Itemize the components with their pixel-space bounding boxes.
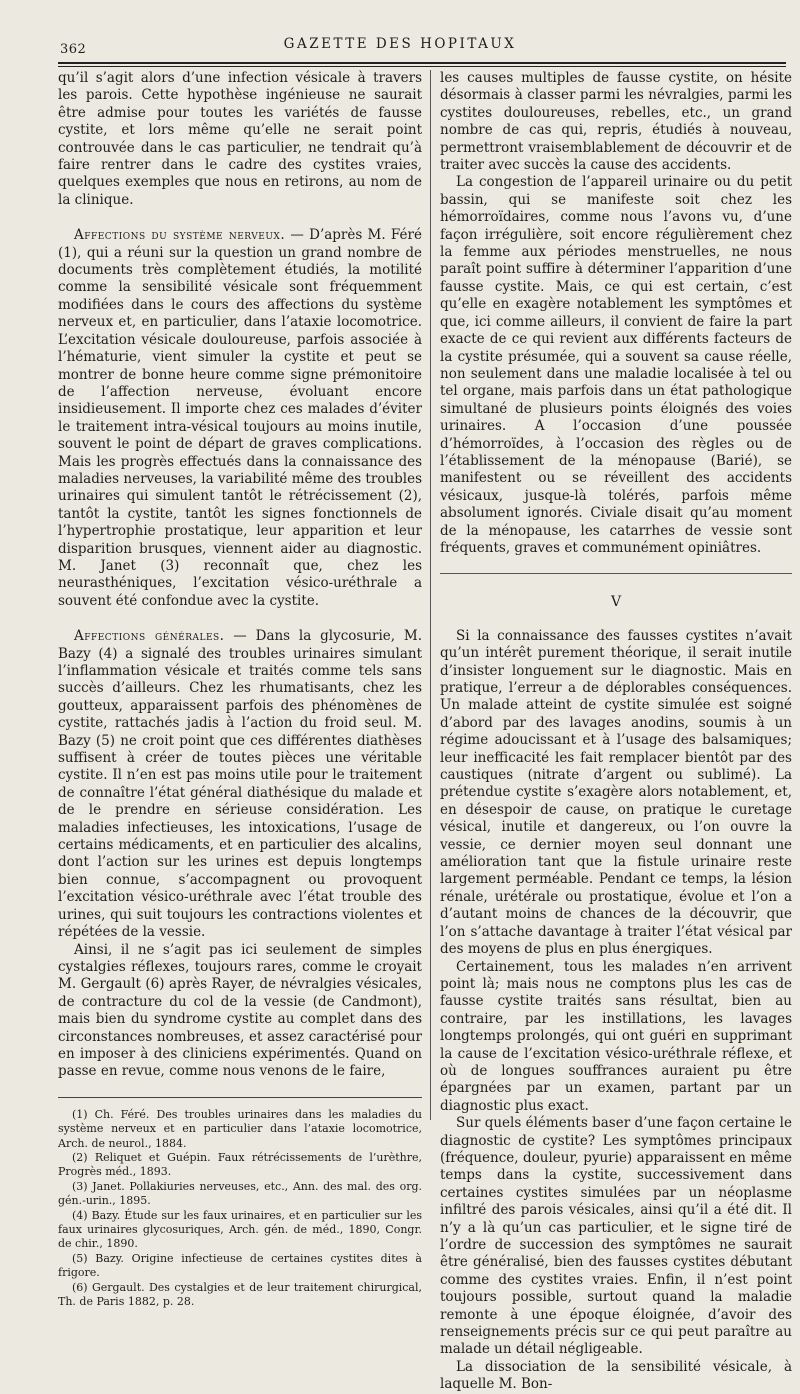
paragraph-text: — Dans la glycosurie, M. Bazy (4) a signalé des troubles urinaires simulant l’inflammation vésicale et traités comme tels sans succès d’ailleurs. Chez les rhumatisants, chez les goutteux, apparaissent parfois des phénomènes de cystite, rattachés jadis à l’action du froid seul. M. Bazy (5) ne croit point que ces différentes diathèses suffisent à créer de toutes pièces une véritable cystite. Il n’en est pas moins utile pour le traitement de connaître l’état général diathésique du malade et de le prendre en sérieuse considération. Les maladies infectieuses, les intoxications, l’usage de certains médicaments, et en particulier des alcalins, dont l’action sur les urines est depuis longtemps bien connue, s’accompagnent ou provoquent l’excitation vésico-uréthrale avec l’état trouble des urines, qui suit toujours les contractions violentes et répétées de la vessie.: [58, 628, 422, 941]
footnote-5: (5) Bazy. Origine infectieuse de certaines cystites dites à frigore.: [58, 1251, 422, 1280]
column-separator: [430, 70, 431, 1120]
right-paragraph-4: Certainement, tous les malades n’en arrivent point là; mais nous ne comptons plus les cas de fausse cystite traités sans résultat, bien au contraire, par les instillations, les lavages longtemps prolongés, qui ont guéri en supprimant la cause de l’excitation vésico-uréthrale réflexe, et où de longues souffrances auraient pu être épargnées par un examen, partant par un diagnostic plus exact.: [440, 958, 792, 1114]
running-header: GAZETTE DES HOPITAUX: [283, 36, 517, 52]
section-rule: [440, 573, 792, 574]
section-number: V: [610, 594, 622, 611]
right-paragraph-6: La dissociation de la sensibilité vésicale, à laquelle M. Bon-: [440, 1358, 792, 1393]
right-column: [440, 70, 792, 1394]
footnote-4: (4) Bazy. Étude sur les faux urinaires, et en particulier sur les faux urinaires glycosuriques, Arch. gén. de méd., 1890, Congr. de chir., 1890.: [58, 1208, 422, 1251]
section-heading: Affections du système nerveux.: [74, 227, 286, 244]
footnote-rule: [58, 1097, 422, 1098]
section-heading: Affections générales.: [74, 628, 225, 645]
footnote-2: (2) Reliquet et Guépin. Faux rétrécissements de l’urèthre, Progrès méd., 1893.: [58, 1150, 422, 1179]
page-number: 362: [60, 42, 87, 57]
paragraph-text: — D’après M. Féré (1), qui a réuni sur la question un grand nombre de documents très complètement étudiés, la motilité comme la sensibilité vésicale sont fréquemment modifiées dans le cours des affections du système nerveux et, en particulier, dans l’ataxie locomotrice. L’excitation vésicale douloureuse, parfois associée à l’hématurie, vient simuler la cystite et peut se montrer de bonne heure comme signe prémonitoire de l’affection nerveuse, évoluant encore insidieusement. Il importe chez ces malades d’éviter le traitement intra-vésical toujours au moins inutile, souvent le point de départ de graves complications. Mais les progrès effectués dans la connaissance des maladies nerveuses, la variabilité même des troubles urinaires qui simulent tantôt le rétrécissement (2), tantôt la cystite, tantôt les signes fonctionnels de l’hypertrophie prostatique, leur apparition et leur disparition brusques, viennent aider au diagnostic. M. Janet (3) reconnaît que, chez les neurasthéniques, l’excitation vésico-uréthrale a souvent été confondue avec la cystite.: [58, 227, 423, 609]
left-paragraph-1: qu’il s’agit alors d’une infection vésicale à travers les parois. Cette hypothèse ingénieuse ne saurait être admise pour toutes les variétés de fausse cystite, et lors même qu’elle ne serait point controuvée dans le cas particulier, ne tendrait qu’à faire rentrer dans le cadre des cystites vraies, quelques exemples que nous en retirons, au nom de la clinique.: [58, 70, 422, 208]
left-column: [58, 70, 422, 1309]
section-nervous-system: [58, 227, 422, 610]
footnote-1: (1) Ch. Féré. Des troubles urinaires dans les maladies du système nerveux et en particulier dans l’ataxie locomotrice, Arch. de neurol., 1884.: [58, 1107, 422, 1150]
left-paragraph-4: Ainsi, il ne s’agit pas ici seulement de simples cystalgies réflexes, toujours rares, comme le croyait M. Gergault (6) après Rayer, de névralgies vésicales, de contracture du col de la vessie (de Candmont), mais bien du syndrome cystite au complet dans des circonstances nombreuses, et assez caractérisé pour en imposer à des cliniciens expérimentés. Quand on passe en revue, comme nous venons de le faire,: [58, 941, 422, 1080]
right-paragraph-5: Sur quels éléments baser d’une façon certaine le diagnostic de cystite? Les symptômes principaux (fréquence, douleur, pyurie) apparaissent en même temps dans la cystite, successivement dans certaines cystites simulées par un néoplasme infiltré des parois vésicales, ainsi qu’il a été dit. Il n’y a là qu’un cas particulier, et le signe tiré de l’ordre de succession des symptômes ne saurait être généralisé, bien des fausses cystites débutant comme des cystites vraies. Enfin, il n’est point toujours possible, surtout quand la maladie remonte à une époque éloignée, d’avoir des renseignements précis sur ce qui peut paraître au malade un détail négligeable.: [440, 1115, 792, 1358]
right-paragraph-2: La congestion de l’appareil urinaire ou du petit bassin, qui se manifeste soit chez les hémorroïdaires, comme nous l’avons vu, d’une façon irrégulière, soit encore régulièrement chez la femme aux périodes menstruelles, ne nous paraît point suffire à déterminer l’apparition d’une fausse cystite. Mais, ce qui est certain, c’est qu’elle en exagère notablement les symptômes et que, ici comme ailleurs, il convient de faire la part exacte de ce qui revient aux différents facteurs de la cystite présumée, qui a souvent sa cause réelle, non seulement dans une maladie localisée à tel ou tel organe, mais parfois dans un état pathologique simultané de plusieurs points éloignés des voies urinaires. A l’occasion d’une poussée d’hémorroïdes, à l’occasion des règles ou de l’établissement de la ménopause (Barié), se manifestent ou se réveillent des accidents vésicaux, jusque-là tolérés, parfois même absolument ignorés. Civiale disait qu’au moment de la ménopause, les catarrhes de vessie sont fréquents, graves et communément opiniâtres.: [440, 174, 792, 556]
header-rule: [58, 62, 786, 64]
right-paragraph-3: Si la connaissance des fausses cystites n’avait qu’un intérêt purement théorique, il serait inutile d’insister longuement sur le diagnostic. Mais en pratique, l’erreur a de déplorables conséquences. Un malade atteint de cystite simulée est soigné d’abord par des lavages anodins, soumis à un régime adoucissant et à l’usage des balsamiques; leur inefficacité les fait remplacer bientôt par des caustiques (nitrate d’argent ou sublimé). La prétendue cystite s’exagère alors notablement, et, en désespoir de cause, on pratique le curetage vésical, inutile et dangereux, ou l’on ouvre la vessie, ce dernier moyen seul donnant une amélioration tant que la fistule urinaire reste largement perméable. Pendant ce temps, la lésion rénale, urétérale ou prostatique, évolue et l’on a d’autant moins de chances de la découvrir, que l’on s’attache davantage à traiter l’état vésical par des moyens de plus en plus énergiques.: [440, 627, 792, 958]
header-rule-thin: [58, 66, 786, 67]
footnote-6: (6) Gergault. Des cystalgies et de leur traitement chirurgical, Th. de Paris 1882, p. 28.: [58, 1280, 422, 1309]
footnote-3: (3) Janet. Pollakiuries nerveuses, etc., Ann. des mal. des org. gén.-urin., 1895.: [58, 1179, 422, 1208]
section-general-affections: [58, 628, 422, 941]
right-paragraph-1: les causes multiples de fausse cystite, on hésite désormais à classer parmi les névralgies, parmi les cystites douloureuses, rebelles, etc., un grand nombre de cas qui, repris, étudiés à nouveau, permettront vraisemblablement de découvrir et de traiter avec succès la cause des accidents.: [440, 70, 792, 174]
